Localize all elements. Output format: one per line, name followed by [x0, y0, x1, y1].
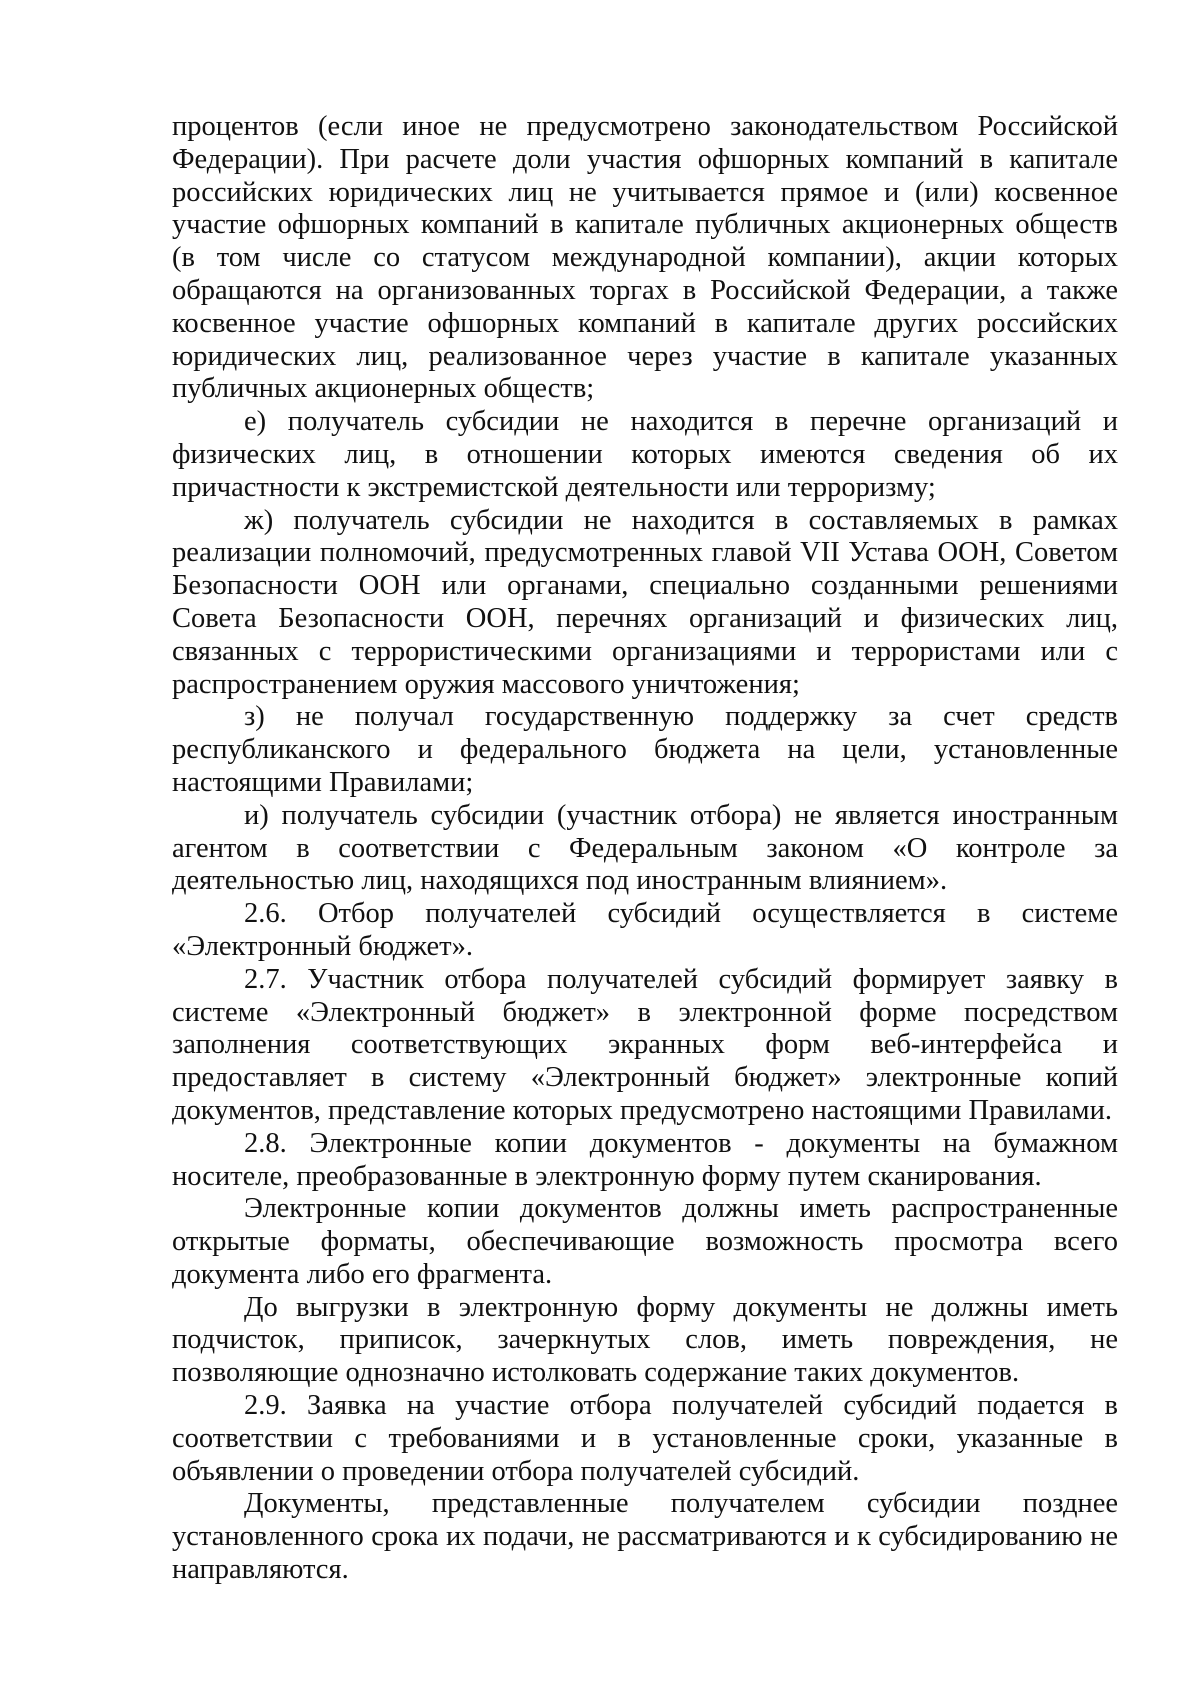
- paragraph-clause-2-9-late: Документы, представленные получателем субсидии позднее установленного срока их подачи, не рассматриваются и к субсидированию не направляются.: [172, 1488, 1118, 1586]
- paragraph-clause-2-8-upload: До выгрузки в электронную форму документы не должны иметь подчисток, приписок, зачеркнутых слов, иметь повреждения, не позволяющие однозначно истолковать содержание таких документов.: [172, 1291, 1118, 1389]
- paragraph-clause-2-8: 2.8. Электронные копии документов - документы на бумажном носителе, преобразованные в электронную форму путем сканирования.: [172, 1127, 1118, 1192]
- paragraph-clause-2-9: 2.9. Заявка на участие отбора получателей субсидий подается в соответствии с требованиями и в установленные сроки, указанные в объявлении о проведении отбора получателей субсидий.: [172, 1390, 1118, 1487]
- paragraph-clause-2-7: 2.7. Участник отбора получателей субсидий формирует заявку в системе «Электронный бюджет» в электронной форме посредством заполнения соответствующих экранных форм веб-интерфейса и предоставляет в систему «Электронный бюджет» электронные копий документов, представление которых предусмотрено настоящими Правилами.: [172, 963, 1118, 1126]
- document-page: [172, 111, 1118, 1587]
- paragraph-clause-2-6: 2.6. Отбор получателей субсидий осуществляется в системе «Электронный бюджет».: [172, 898, 1118, 962]
- paragraph-item-z: з) не получал государственную поддержку за счет средств республиканского и федерального бюджета на цели, установленные настоящими Правилами;: [172, 701, 1118, 798]
- paragraph-continuation: процентов (если иное не предусмотрено законодательством Российской Федерации). При расчете доли участия офшорных компаний в капитале российских юридических лиц не учитывается прямое и (или) косвенное участие офшорных компаний в капитале публичных акционерных обществ (в том числе со статусом международной компании), акции которых обращаются на организованных торгах в Российской Федерации, а также косвенное участие офшорных компаний в капитале других российских юридических лиц, реализованное через участие в капитале указанных публичных акционерных обществ;: [172, 111, 1118, 405]
- paragraph-item-zh: ж) получатель субсидии не находится в составляемых в рамках реализации полномочий, предусмотренных главой VII Устава ООН, Советом Безопасности ООН или органами, специально созданными решениями Совета Безопасности ООН, перечнях организаций и физических лиц, связанных с террористическими организациями и террористами или с распространением оружия массового уничтожения;: [172, 504, 1118, 700]
- paragraph-item-e: е) получатель субсидии не находится в перечне организаций и физических лиц, в отношении которых имеются сведения об их причастности к экстремистской деятельности или терроризму;: [172, 406, 1118, 503]
- paragraph-item-i: и) получатель субсидии (участник отбора) не является иностранным агентом в соответствии с Федеральным законом «О контроле за деятельностью лиц, находящихся под иностранным влиянием».: [172, 799, 1118, 897]
- paragraph-clause-2-8-formats: Электронные копии документов должны иметь распространенные открытые форматы, обеспечивающие возможность просмотра всего документа либо его фрагмента.: [172, 1193, 1118, 1290]
